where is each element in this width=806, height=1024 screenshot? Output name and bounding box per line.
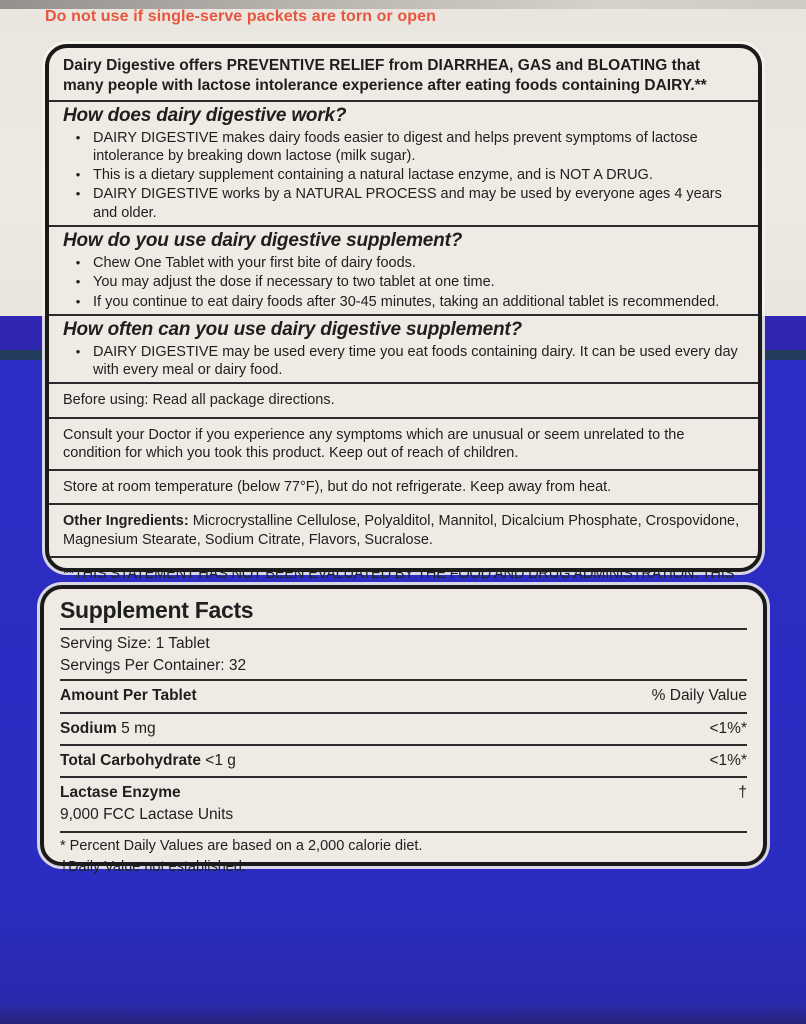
section-how-to-use (63, 230, 744, 311)
divider (60, 679, 747, 681)
packet-warning-text: Do not use if single-serve packets are torn or open (45, 8, 436, 25)
bullet-icon: • (75, 254, 81, 270)
nutrient-name: Sodium (60, 719, 117, 737)
divider (60, 831, 747, 833)
note-storage: Store at room temperature (below 77°F), but do not refrigerate. Keep away from heat. (63, 479, 612, 496)
bullet-icon: • (75, 186, 81, 202)
divider (49, 100, 758, 102)
bullet-text: You may adjust the dose if necessary to two tablet at one time. (93, 274, 495, 291)
nutrient-row-sodium (60, 717, 747, 741)
daily-value-label: % Daily Value (651, 687, 747, 705)
section-how-often (63, 319, 744, 380)
bullet-icon: • (75, 293, 81, 309)
nutrient-row-lactase (60, 781, 747, 805)
bullet-item (63, 166, 744, 184)
divider (60, 628, 747, 630)
bullet-item (63, 254, 744, 272)
bullet-icon: • (75, 274, 81, 290)
other-ingredients (63, 508, 744, 553)
section-how-does-it-work (63, 105, 744, 222)
bullet-icon: • (75, 167, 81, 183)
bullet-icon: • (75, 343, 81, 359)
bullet-item (63, 129, 744, 166)
nutrient-name-amount (60, 719, 156, 739)
note-consult-doctor: Consult your Doctor if you experience any symptoms which are unusual or seem unrelated to the condition for which you took this product. Keep out of reach of children. (63, 426, 685, 461)
divider (49, 225, 758, 227)
bullet-text: This is a dietary supplement containing a natural lactase enzyme, and is NOT A DRUG. (93, 167, 653, 184)
bullet-text: Chew One Tablet with your first bite of dairy foods. (93, 254, 416, 271)
divider (60, 776, 747, 778)
footnote-dagger: †Daily Value not established. (60, 859, 246, 876)
bullet-item (63, 343, 744, 380)
nutrient-dv: <1%* (709, 719, 747, 737)
bullet-item (63, 185, 744, 222)
divider (49, 556, 758, 558)
divider (49, 469, 758, 471)
nutrient-amount: 5 mg (121, 719, 156, 737)
divider (49, 314, 758, 316)
nutrient-row-carbohydrate (60, 749, 747, 773)
bullet-text: DAIRY DIGESTIVE may be used every time you eat foods containing dairy. It can be used every day with every meal or dairy food. (93, 343, 738, 379)
divider (49, 503, 758, 505)
note-before-using: Before using: Read all package directions. (63, 392, 335, 409)
nutrient-name: Total Carbohydrate (60, 751, 201, 769)
divider (49, 382, 758, 384)
section-heading: How do you use dairy digestive supplement? (63, 229, 463, 251)
divider (49, 417, 758, 419)
nutrient-name-amount (60, 751, 236, 771)
serving-size: Serving Size: 1 Tablet (60, 635, 210, 652)
directions-panel (45, 44, 762, 582)
supplement-facts-panel (40, 585, 767, 876)
bullet-text: DAIRY DIGESTIVE makes dairy foods easier to digest and helps prevent symptoms of lactose intolerance by breaking down lactose (milk sugar). (93, 129, 698, 164)
bullet-text: If you continue to eat dairy foods after 30-45 minutes, taking an additional tablet is recommended. (93, 293, 720, 310)
nutrient-amount: <1 g (205, 751, 236, 769)
fda-disclaimer: **THIS STATEMENT HAS NOT BEEN EVALUATED BY THE FOOD AND DRUG ADMINISTRATION. THIS (63, 565, 735, 582)
other-ingredients-text: Microcrystalline Cellulose, Polyalditol, Mannitol, Dicalcium Phosphate, Crospovidone, Magnesium Stearate, Sodium Citrate, Flavors, Sucralose. (63, 513, 740, 548)
section-heading: How often can you use dairy digestive supplement? (63, 318, 522, 340)
bullet-text: DAIRY DIGESTIVE works by a NATURAL PROCESS and may be used by everyone ages 4 years and older. (93, 186, 722, 221)
other-ingredients-label: Other Ingredients: (63, 513, 189, 530)
supplement-facts-title: Supplement Facts (60, 597, 254, 623)
bullet-icon: • (75, 129, 81, 145)
section-heading: How does dairy digestive work? (63, 104, 347, 126)
servings-per-container: Servings Per Container: 32 (60, 656, 247, 674)
divider (60, 744, 747, 746)
preventive-relief-statement: Dairy Digestive offers PREVENTIVE RELIEF from DIARRHEA, GAS and BLOATING that many people with lactose intolerance experience after eating foods containing DAIRY.** (63, 57, 707, 94)
lactase-units: 9,000 FCC Lactase Units (60, 805, 234, 823)
divider (60, 712, 747, 714)
facts-header-row (60, 684, 747, 708)
amount-per-tablet-label: Amount Per Tablet (60, 687, 197, 705)
nutrient-dv: <1%* (709, 751, 747, 769)
bullet-item (63, 293, 744, 311)
footnote-percent-dv: * Percent Daily Values are based on a 2,000 calorie diet. (60, 838, 423, 855)
bullet-item (63, 273, 744, 291)
nutrient-dv-dagger: † (738, 783, 747, 801)
nutrient-name: Lactase Enzyme (60, 783, 181, 801)
